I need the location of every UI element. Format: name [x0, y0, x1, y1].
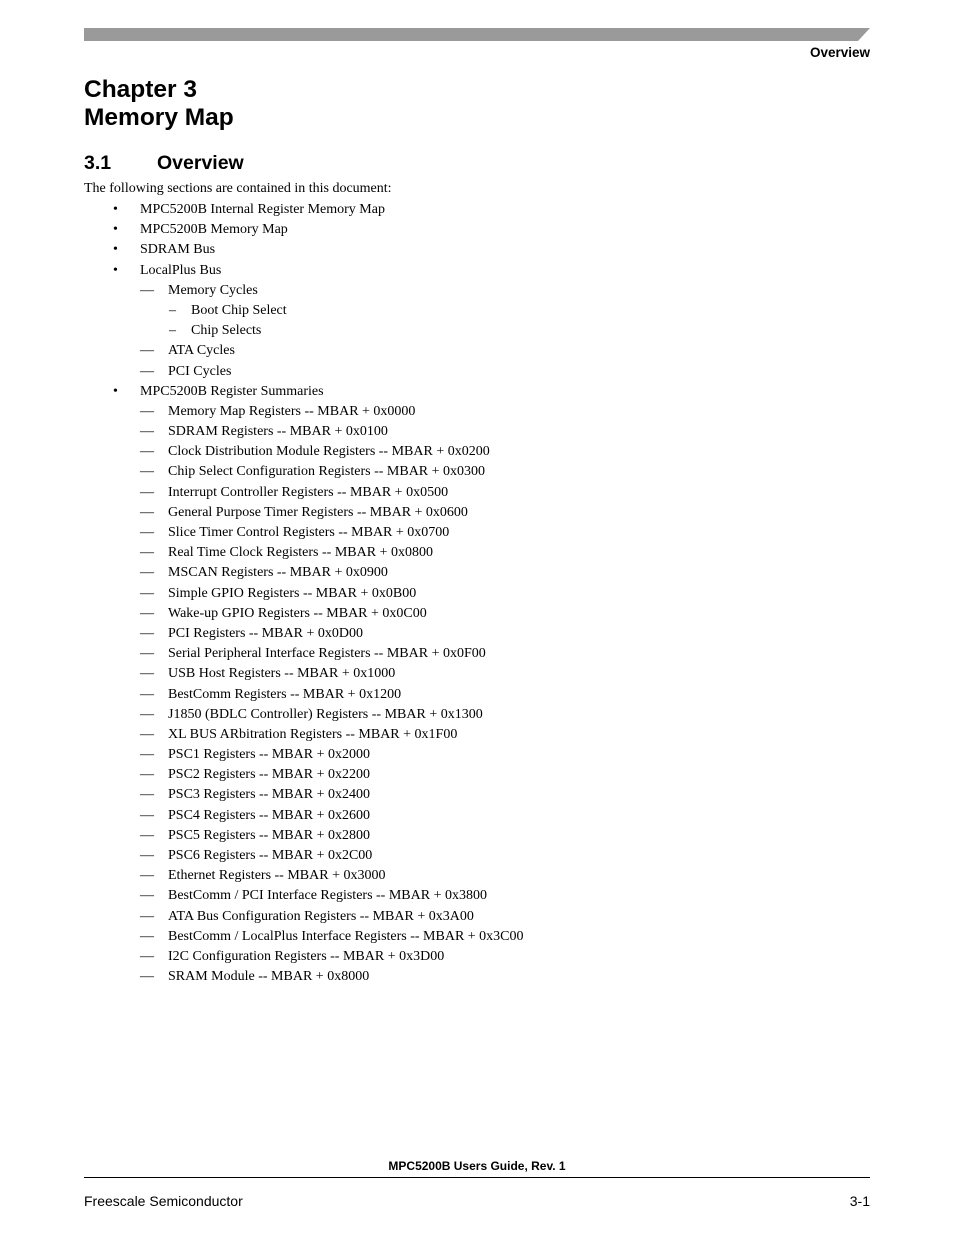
list-item-text: Interrupt Controller Registers -- MBAR + 0x0500	[168, 484, 449, 500]
list-item-text: LocalPlus Bus	[140, 262, 222, 278]
list-item	[0, 624, 954, 644]
list-marker: —	[140, 363, 154, 379]
list-item	[0, 604, 954, 624]
list-item-text: General Purpose Timer Registers -- MBAR + 0x0600	[168, 504, 468, 520]
list-item	[0, 240, 954, 260]
list-item	[0, 967, 954, 987]
list-marker: —	[140, 706, 154, 722]
list-marker: —	[140, 424, 154, 440]
list-item	[0, 745, 954, 765]
list-marker: —	[140, 646, 154, 662]
list-marker: —	[140, 565, 154, 581]
list-marker: —	[140, 747, 154, 763]
list-item	[0, 644, 954, 664]
list-item	[0, 947, 954, 967]
footer-rule	[84, 1177, 870, 1178]
list-marker: —	[140, 444, 154, 460]
list-item-text: USB Host Registers -- MBAR + 0x1000	[168, 666, 396, 682]
list-item-text: SDRAM Registers -- MBAR + 0x0100	[168, 424, 388, 440]
list-marker: —	[140, 827, 154, 843]
list-item	[0, 523, 954, 543]
list-item	[0, 705, 954, 725]
list-item-text: Ethernet Registers -- MBAR + 0x3000	[168, 868, 386, 884]
list-item-text: PSC3 Registers -- MBAR + 0x2400	[168, 787, 370, 803]
list-item-text: Memory Map Registers -- MBAR + 0x0000	[168, 403, 416, 419]
list-item	[0, 927, 954, 947]
list-item	[0, 422, 954, 442]
list-item	[0, 563, 954, 583]
footer-page-number: 3-1	[849, 1193, 870, 1209]
list-marker: —	[140, 868, 154, 884]
list-marker: —	[140, 888, 154, 904]
section-title: Overview	[157, 152, 244, 174]
list-item-text: Real Time Clock Registers -- MBAR + 0x0800	[168, 545, 433, 561]
intro-paragraph: The following sections are contained in this document:	[84, 181, 392, 196]
list-item	[0, 584, 954, 604]
list-item	[0, 543, 954, 563]
list-marker: —	[140, 666, 154, 682]
list-item-text: SDRAM Bus	[140, 242, 216, 258]
list-marker: —	[140, 726, 154, 742]
list-marker: —	[140, 282, 154, 298]
list-item-text: Chip Selects	[191, 323, 262, 339]
list-marker: —	[140, 545, 154, 561]
chapter-number: Chapter 3	[84, 76, 198, 103]
chapter-title	[84, 76, 234, 132]
list-item-text: PSC5 Registers -- MBAR + 0x2800	[168, 827, 370, 843]
list-marker: —	[140, 848, 154, 863]
list-item-text: PCI Cycles	[168, 363, 232, 379]
list-marker: —	[140, 908, 154, 924]
footer-company: Freescale Semiconductor	[84, 1193, 243, 1209]
list-marker: —	[140, 605, 154, 621]
running-head: Overview	[809, 45, 870, 60]
list-marker: •	[113, 222, 118, 238]
list-marker: —	[140, 928, 154, 944]
list-item	[0, 200, 954, 220]
list-marker: •	[113, 242, 118, 258]
list-item-text: Serial Peripheral Interface Registers -- MBAR + 0x0F00	[168, 646, 486, 662]
list-item	[0, 765, 954, 785]
header-bar-shape	[84, 28, 870, 41]
header-bar	[84, 28, 870, 41]
list-item-text: BestComm Registers -- MBAR + 0x1200	[168, 686, 402, 702]
list-item	[0, 341, 954, 361]
list-item	[0, 685, 954, 705]
list-marker: —	[140, 686, 154, 702]
list-item-text: BestComm / LocalPlus Interface Registers -- MBAR + 0x3C00	[168, 928, 524, 944]
list-marker: —	[140, 403, 154, 419]
list-item-text: SRAM Module -- MBAR + 0x8000	[168, 969, 370, 985]
list-item-text: Clock Distribution Module Registers -- MBAR + 0x0200	[168, 444, 490, 460]
list-item-text: MPC5200B Register Summaries	[140, 383, 324, 399]
list-item-text: PSC1 Registers -- MBAR + 0x2000	[168, 747, 370, 763]
footer-document-title: MPC5200B Users Guide, Rev. 1	[388, 1159, 566, 1173]
list-item-text: Slice Timer Control Registers -- MBAR + 0x0700	[168, 525, 450, 540]
list-marker: —	[140, 484, 154, 500]
list-item-text: Boot Chip Select	[191, 302, 287, 318]
list-item-text: BestComm / PCI Interface Registers -- MBAR + 0x3800	[168, 888, 487, 904]
list-marker: —	[140, 343, 154, 359]
list-item-text: ATA Bus Configuration Registers -- MBAR + 0x3A00	[168, 908, 474, 924]
list-marker: —	[140, 807, 154, 823]
list-item-text: PSC4 Registers -- MBAR + 0x2600	[168, 807, 370, 823]
list-marker: —	[140, 585, 154, 601]
list-marker: —	[140, 948, 154, 964]
list-marker: –	[169, 323, 176, 339]
list-item-text: Memory Cycles	[168, 282, 258, 298]
list-item	[0, 301, 954, 321]
list-marker: —	[140, 787, 154, 803]
list-item-text: PCI Registers -- MBAR + 0x0D00	[168, 625, 363, 641]
list-item	[0, 261, 954, 281]
list-item-text: J1850 (BDLC Controller) Registers -- MBAR + 0x1300	[168, 706, 483, 722]
list-marker: —	[140, 969, 154, 985]
list-item	[0, 907, 954, 927]
contents-list	[0, 200, 954, 987]
list-marker: •	[113, 383, 118, 399]
section-heading	[84, 151, 244, 175]
list-item	[0, 321, 954, 341]
list-item	[0, 725, 954, 745]
list-item	[0, 442, 954, 462]
list-item-text: Simple GPIO Registers -- MBAR + 0x0B00	[168, 585, 417, 601]
list-item-text: XL BUS ARbitration Registers -- MBAR + 0x1F00	[168, 726, 458, 742]
list-item-text: PSC2 Registers -- MBAR + 0x2200	[168, 767, 370, 783]
list-item	[0, 462, 954, 482]
list-marker: —	[140, 625, 154, 641]
list-item	[0, 785, 954, 805]
list-marker: —	[140, 767, 154, 783]
list-marker: –	[169, 302, 176, 318]
list-item-text: I2C Configuration Registers -- MBAR + 0x3D00	[168, 948, 445, 964]
list-item-text: Wake-up GPIO Registers -- MBAR + 0x0C00	[168, 605, 427, 621]
list-marker: —	[140, 525, 154, 540]
list-marker: —	[140, 464, 154, 480]
list-item	[0, 664, 954, 684]
list-marker: —	[140, 504, 154, 520]
list-item-text: MPC5200B Internal Register Memory Map	[140, 202, 385, 217]
list-item-text: ATA Cycles	[168, 343, 235, 359]
list-item	[0, 220, 954, 240]
list-item	[0, 382, 954, 402]
list-item	[0, 281, 954, 301]
list-item	[0, 886, 954, 906]
list-item-text: MSCAN Registers -- MBAR + 0x0900	[168, 565, 388, 581]
section-number: 3.1	[84, 152, 112, 174]
list-item	[0, 503, 954, 523]
list-item	[0, 402, 954, 422]
list-marker: •	[113, 262, 118, 278]
list-item	[0, 846, 954, 866]
chapter-name: Memory Map	[84, 104, 234, 131]
list-item	[0, 483, 954, 503]
list-item-text: PSC6 Registers -- MBAR + 0x2C00	[168, 848, 373, 863]
list-item	[0, 866, 954, 886]
list-item	[0, 826, 954, 846]
list-item	[0, 806, 954, 826]
list-item	[0, 362, 954, 382]
list-item-text: MPC5200B Memory Map	[140, 222, 288, 238]
list-marker: •	[113, 202, 118, 217]
list-item-text: Chip Select Configuration Registers -- MBAR + 0x0300	[168, 464, 486, 480]
